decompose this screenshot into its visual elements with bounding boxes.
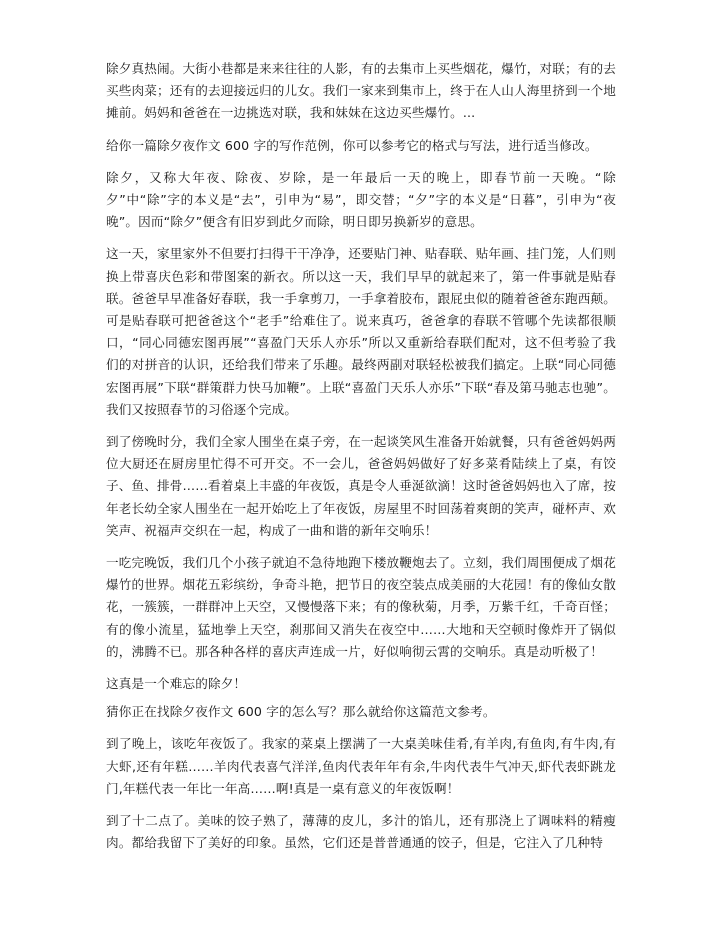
paragraph-4: 这一天，家里家外不但要打扫得干干净净，还要贴门神、贴春联、贴年画、挂门笼，人们则换上带喜庆色彩和带图案的新衣。所以这一天，我们早早的就起来了，第一件事就是贴春联。爸爸早早准备好春联，我一手拿剪刀，一手拿着胶布，跟屁虫似的随着爸爸东跑西颠。可是贴春联可把爸爸这个“老手”给难住了。说来真巧，爸爸拿的春联不管哪个先读都很顺口，“同心同德宏图再展”“喜盈门天乐人亦乐”所以又重新给春联们配对，这不但考验了我们的对拼音的认识，还给我们带来了乐趣。最终两副对联轻松被我们搞定。上联“同心同德宏图再展”下联“群策群力快马加鞭”。上联“喜盈门天乐人亦乐”下联“春及第马驰志也驰”。我们又按照春节的习俗逐个完成。 [106,246,616,417]
paragraph-8: 猜你正在找除夕夜作文 600 字的怎么写？那么就给你这篇范文参考。 [106,704,496,720]
paragraph-10: 到了十二点了。美味的饺子熟了，薄薄的皮儿，多汁的馅儿，还有那浇上了调味料的精瘦肉。都给我留下了美好的印象。虽然，它们还是普普通通的饺子，但是，它注入了几种特 [106,813,616,851]
paragraph-7: 这真是一个难忘的除夕！ [106,676,247,692]
paragraph-9: 到了晚上，该吃年夜饭了。我家的菜桌上摆满了一大桌美味佳肴,有羊肉,有鱼肉,有牛肉,有大虾,还有年糕……羊肉代表喜气洋洋,鱼肉代表年年有余,牛肉代表牛气冲天,虾代表虾跳龙门,年糕代表一年比一年高……啊!真是一桌有意义的年夜饭啊！ [106,736,616,796]
paragraph-3: 除夕，又称大年夜、除夜、岁除，是一年最后一天的晚上，即春节前一天晚。“除夕”中“除”字的本义是“去”，引申为“易”，即交替；“夕”字的本义是“日暮”，引申为“夜晚”。因而“除夕”便含有旧岁到此夕而除，明日即另换新岁的意思。 [106,169,616,230]
paragraph-2: 给你一篇除夕夜作文 600 字的写作范例，你可以参考它的格式与写法，进行适当修改。 [106,137,598,153]
document-body [106,58,616,865]
paragraph-6: 一吃完晚饭，我们几个小孩子就迫不急待地跑下楼放鞭炮去了。立刻，我们周围便成了烟花爆竹的世界。烟花五彩缤纷，争奇斗艳，把节日的夜空装点成美丽的大花园！有的像仙女散花，一簇簇，一群群冲上天空，又慢慢落下来；有的像秋菊，月季，万紫千红，千奇百怪；有的像小流星，猛地拳上天空，刹那间又消失在夜空中……大地和天空顿时像炸开了锅似的，沸腾不已。那各种各样的喜庆声连成一片，好似响彻云霄的交响乐。真是动听极了！ [106,555,616,659]
paragraph-1: 除夕真热闹。大街小巷都是来来往往的人影，有的去集市上买些烟花，爆竹，对联；有的去买些肉菜；还有的去迎接远归的儿女。我们一家来到集市上，终于在人山人海里挤到一个地摊前。妈妈和爸爸在一边挑选对联，我和妹妹在这边买些爆竹。... [106,61,616,121]
paragraph-5: 到了傍晚时分，我们全家人围坐在桌子旁，在一起谈笑风生准备开始就餐，只有爸爸妈妈两位大厨还在厨房里忙得不可开交。不一会儿，爸爸妈妈做好了好多菜肴陆续上了桌，有饺子、鱼、排骨……看着桌上丰盛的年夜饭，真是令人垂涎欲滴！这时爸爸妈妈也入了席，按年老长幼全家人围坐在一起开始吃上了年夜饭，房屋里不时回荡着爽朗的笑声，碰杯声、欢笑声、祝福声交织在一起，构成了一曲和谐的新年交响乐！ [106,434,616,538]
